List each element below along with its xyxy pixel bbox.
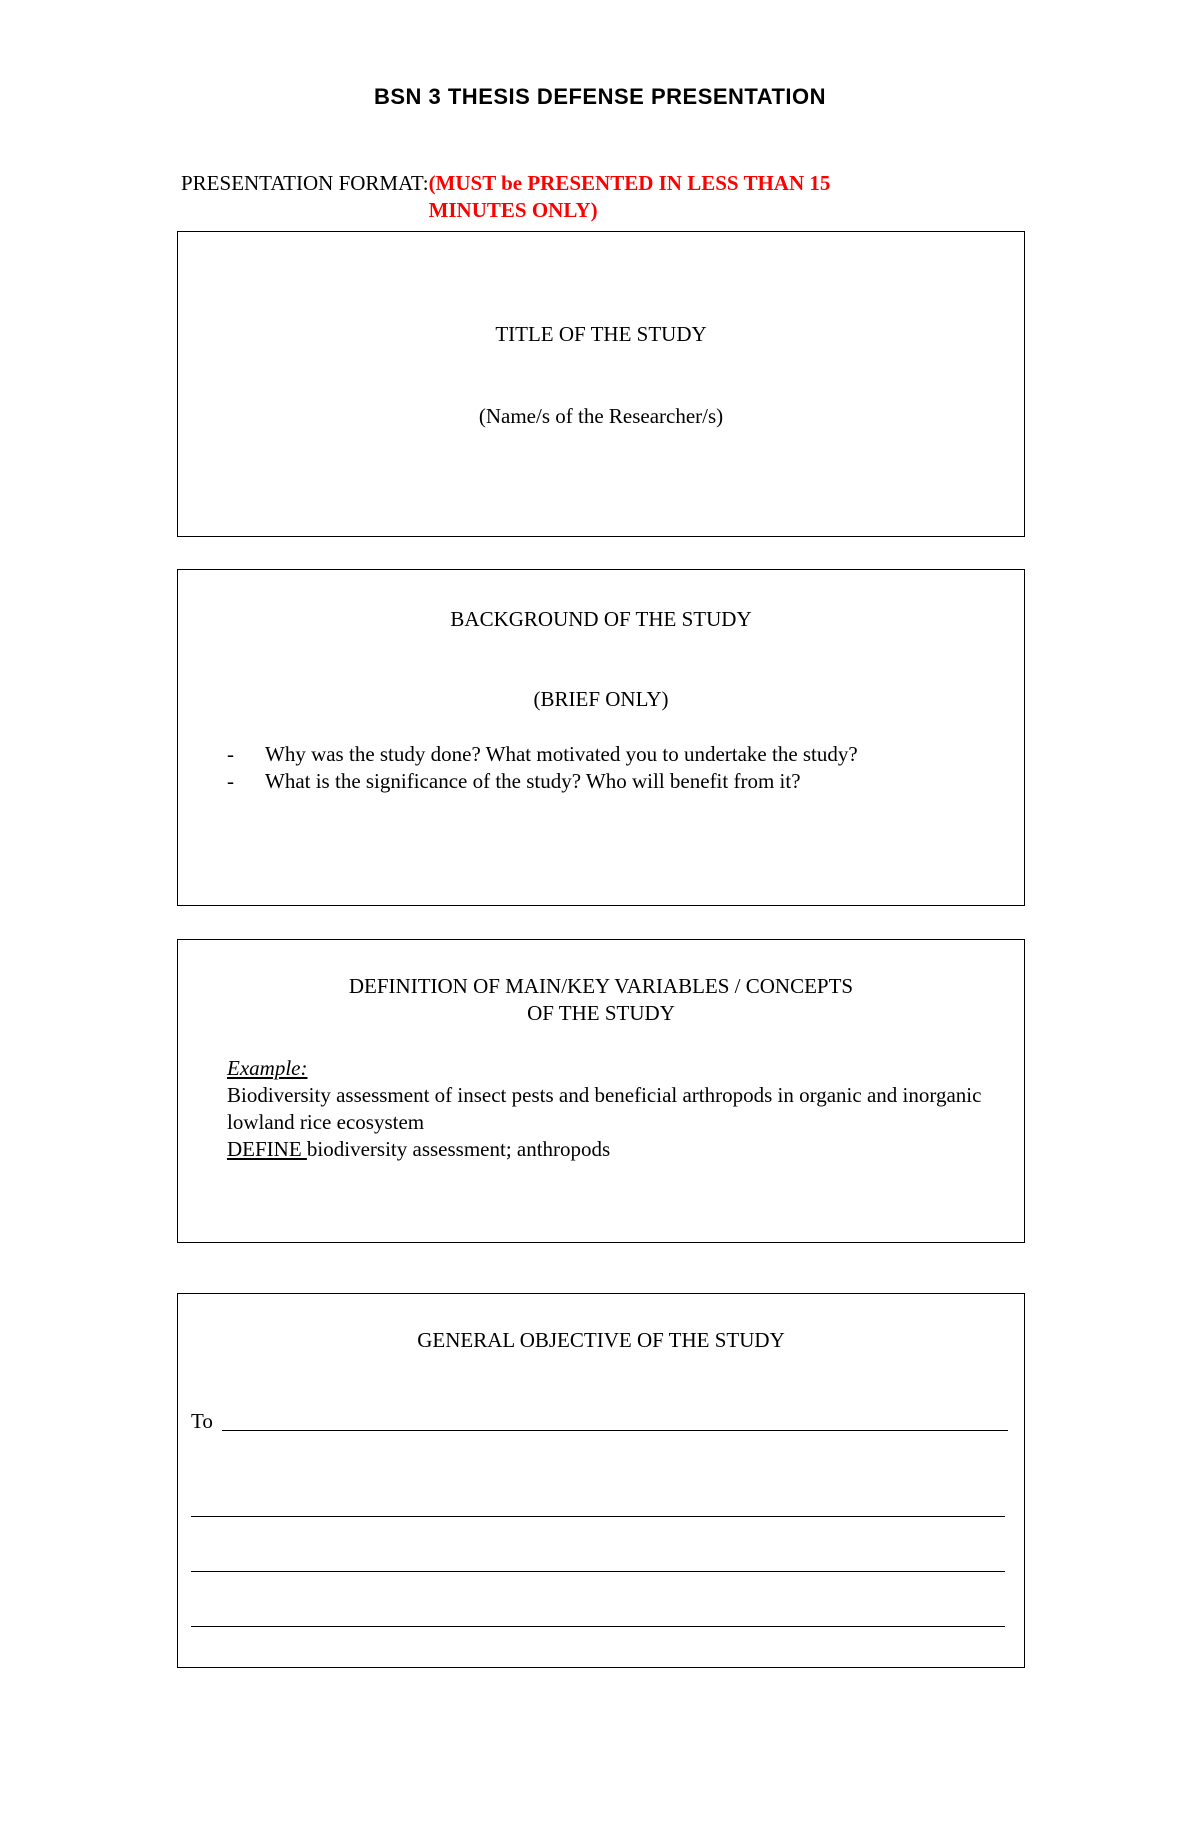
presentation-time-note: (MUST be PRESENTED IN LESS THAN 15 MINUTES ONLY) [428, 171, 831, 222]
definition-heading-line-2: OF THE STUDY [527, 1001, 675, 1025]
define-text: biodiversity assessment; anthropods [306, 1137, 611, 1161]
objective-blank-line[interactable] [191, 1626, 1005, 1627]
objective-blank-line[interactable] [191, 1571, 1005, 1572]
bullet-dash: - [227, 769, 234, 793]
define-line [227, 1136, 984, 1163]
definition-heading [178, 973, 1024, 1027]
definition-heading-line-1: DEFINITION OF MAIN/KEY VARIABLES / CONCEPTS [348, 974, 854, 998]
to-label: To [191, 1409, 213, 1433]
brief-only-note: (BRIEF ONLY) [533, 687, 669, 711]
definition-example [227, 1055, 984, 1163]
presentation-format-label: PRESENTATION FORMAT: [181, 171, 429, 195]
background-heading: BACKGROUND OF THE STUDY [450, 607, 752, 631]
objective-blank-line[interactable] [191, 1516, 1005, 1517]
bullet-text: What is the significance of the study? Who will benefit from it? [265, 769, 801, 793]
background-of-study-box [177, 569, 1025, 906]
list-item [227, 768, 1004, 795]
example-text: Biodiversity assessment of insect pests and beneficial arthropods in organic and inorganic lowland rice ecosystem [227, 1083, 982, 1134]
presentation-format-line [181, 170, 889, 224]
objective-blank-line[interactable] [222, 1430, 1008, 1431]
bullet-dash: - [227, 742, 234, 766]
define-label: DEFINE [227, 1137, 307, 1161]
title-of-study-box [177, 231, 1025, 537]
example-label: Example: [227, 1056, 308, 1080]
list-item [227, 741, 1004, 768]
background-questions-list [227, 741, 1004, 795]
researcher-names-placeholder: (Name/s of the Researcher/s) [478, 404, 724, 428]
definition-of-variables-box [177, 939, 1025, 1243]
title-of-study-heading: TITLE OF THE STUDY [495, 322, 707, 346]
bullet-text: Why was the study done? What motivated you to undertake the study? [265, 742, 858, 766]
page-title: BSN 3 THESIS DEFENSE PRESENTATION [373, 84, 827, 109]
general-objective-heading: GENERAL OBJECTIVE OF THE STUDY [417, 1328, 785, 1352]
general-objective-box [177, 1293, 1025, 1668]
